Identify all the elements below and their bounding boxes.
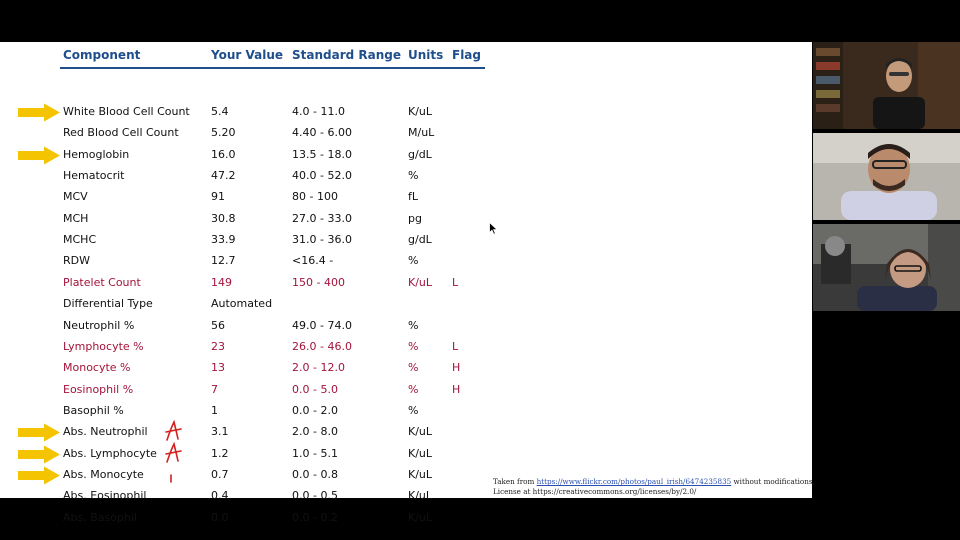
table-row <box>0 401 812 421</box>
participant-video-1[interactable] <box>813 42 960 129</box>
cell-range: 0.0 - 0.5 <box>292 489 338 503</box>
cell-component: Platelet Count <box>63 275 141 289</box>
cell-range: 40.0 - 52.0 <box>292 169 352 183</box>
cell-range: 13.5 - 18.0 <box>292 147 352 161</box>
handwritten-mark <box>163 420 183 442</box>
cell-component: White Blood Cell Count <box>63 105 190 118</box>
cell-flag: H <box>452 382 461 396</box>
cell-units: fL <box>408 190 419 204</box>
table-row <box>0 251 812 271</box>
cell-units: % <box>408 318 419 332</box>
table-row <box>0 187 812 207</box>
photo-credit <box>493 477 815 497</box>
cell-value: 0.0 <box>211 510 229 524</box>
cell-value: 33.9 <box>211 233 236 247</box>
table-row <box>0 230 812 250</box>
table-row <box>0 422 812 442</box>
credit-link[interactable]: https://www.flickr.com/photos/paul_irish/6474235835 <box>536 477 732 486</box>
cell-flag: L <box>452 275 459 289</box>
table-row <box>0 337 812 357</box>
table-row <box>0 316 812 336</box>
cell-range: 49.0 - 74.0 <box>292 318 352 332</box>
header-units: Units <box>408 48 444 62</box>
table-row <box>0 358 812 378</box>
cell-component: Abs. Eosinophil <box>63 489 147 503</box>
table-row <box>0 102 812 122</box>
table-row <box>0 209 812 229</box>
right-arrow-icon <box>17 146 61 165</box>
credit-license: License at https://creativecommons.org/licenses/by/2.0/ <box>493 487 697 496</box>
right-arrow-icon <box>17 103 61 122</box>
cell-value: 7 <box>211 382 218 396</box>
cell-value: 12.7 <box>211 254 236 268</box>
cell-component: RDW <box>63 254 90 268</box>
table-row <box>0 123 812 143</box>
handwritten-mark <box>163 463 183 485</box>
cell-value: 47.2 <box>211 169 236 183</box>
cell-component: Abs. Lymphocyte <box>63 446 157 460</box>
table-row <box>0 273 812 293</box>
cell-component: Abs. Neutrophil <box>63 425 148 439</box>
cell-range: 0.0 - 0.8 <box>292 467 338 481</box>
lab-results-table <box>0 42 812 524</box>
cell-component: Eosinophil % <box>63 382 134 396</box>
cell-flag: L <box>452 339 459 353</box>
cell-units: % <box>408 339 419 353</box>
participant-video-3[interactable] <box>813 224 960 311</box>
cell-value: 149 <box>211 275 232 289</box>
cell-value: 16.0 <box>211 147 236 161</box>
cell-component: MCHC <box>63 233 97 247</box>
cell-units: K/uL <box>408 425 433 439</box>
table-row <box>0 508 812 528</box>
right-arrow-icon <box>17 423 61 442</box>
right-arrow-icon <box>17 445 61 464</box>
cell-component: Lymphocyte % <box>63 339 144 353</box>
cell-value: 30.8 <box>211 211 236 225</box>
shared-slide <box>0 42 815 524</box>
table-row <box>0 294 812 314</box>
cell-range: 26.0 - 46.0 <box>292 339 352 353</box>
cell-range: 80 - 100 <box>292 190 338 204</box>
cell-component: Differential Type <box>63 297 153 311</box>
cell-range: 1.0 - 5.1 <box>292 446 338 460</box>
header-value: Your Value <box>211 48 283 62</box>
cell-value: 0.7 <box>211 467 229 481</box>
cell-range: 0.0 - 2.0 <box>292 403 338 417</box>
cell-units: % <box>408 254 419 268</box>
cell-range: 2.0 - 12.0 <box>292 361 345 375</box>
table-row <box>0 166 812 186</box>
cell-flag: H <box>452 361 461 375</box>
mouse-cursor-icon <box>489 222 498 235</box>
cell-range: 150 - 400 <box>292 275 345 289</box>
cell-component: MCV <box>63 190 88 204</box>
cell-value: 1.2 <box>211 446 229 460</box>
cell-component: Basophil % <box>63 403 124 417</box>
cell-units: K/uL <box>408 467 433 481</box>
cell-range: 4.40 - 6.00 <box>292 126 352 140</box>
cell-units: % <box>408 403 419 417</box>
right-arrow-icon <box>17 466 61 485</box>
cell-units: K/uL <box>408 105 433 118</box>
cell-value: 3.1 <box>211 425 229 439</box>
cell-value: 1 <box>211 403 218 417</box>
cell-units: % <box>408 169 419 183</box>
credit-prefix: Taken from <box>493 477 537 486</box>
cell-value: 91 <box>211 190 225 204</box>
cell-component: MCH <box>63 211 89 225</box>
cell-units: g/dL <box>408 233 432 247</box>
cell-component: Abs. Basophil <box>63 510 138 524</box>
cell-value: 13 <box>211 361 225 375</box>
cell-range: <16.4 - <box>292 254 334 268</box>
cell-component: Monocyte % <box>63 361 131 375</box>
cell-units: M/uL <box>408 126 435 140</box>
cell-range: 4.0 - 11.0 <box>292 105 345 118</box>
cell-units: K/uL <box>408 275 433 289</box>
participant-video-2[interactable] <box>813 133 960 220</box>
header-flag: Flag <box>452 48 481 62</box>
cell-component: Abs. Monocyte <box>63 467 144 481</box>
cell-range: 0.0 - 0.2 <box>292 510 338 524</box>
cell-units: K/uL <box>408 510 433 524</box>
cell-value: 0.4 <box>211 489 229 503</box>
cell-value: 56 <box>211 318 225 332</box>
table-row <box>0 145 812 165</box>
table-row <box>0 380 812 400</box>
cell-units: % <box>408 361 419 375</box>
participant-video-strip <box>813 42 960 312</box>
cell-component: Red Blood Cell Count <box>63 126 179 140</box>
cell-range: 31.0 - 36.0 <box>292 233 352 247</box>
cell-units: g/dL <box>408 147 432 161</box>
handwritten-mark <box>163 442 183 464</box>
cell-units: K/uL <box>408 489 433 503</box>
header-component: Component <box>63 48 141 62</box>
table-row <box>0 444 812 464</box>
cell-units: % <box>408 382 419 396</box>
cell-units: K/uL <box>408 446 433 460</box>
cell-value: 23 <box>211 339 225 353</box>
cell-range: 2.0 - 8.0 <box>292 425 338 439</box>
cell-units: pg <box>408 211 422 225</box>
header-range: Standard Range <box>292 48 402 62</box>
cell-component: Hematocrit <box>63 169 125 183</box>
cell-component: Neutrophil % <box>63 318 135 332</box>
cell-range: 27.0 - 33.0 <box>292 211 352 225</box>
cell-value: Automated <box>211 297 273 311</box>
cell-value: 5.20 <box>211 126 236 140</box>
cell-value: 5.4 <box>211 105 229 118</box>
cell-range: 0.0 - 5.0 <box>292 382 338 396</box>
credit-suffix: without modifications. <box>731 477 815 486</box>
header-divider <box>60 67 485 69</box>
cell-component: Hemoglobin <box>63 147 130 161</box>
